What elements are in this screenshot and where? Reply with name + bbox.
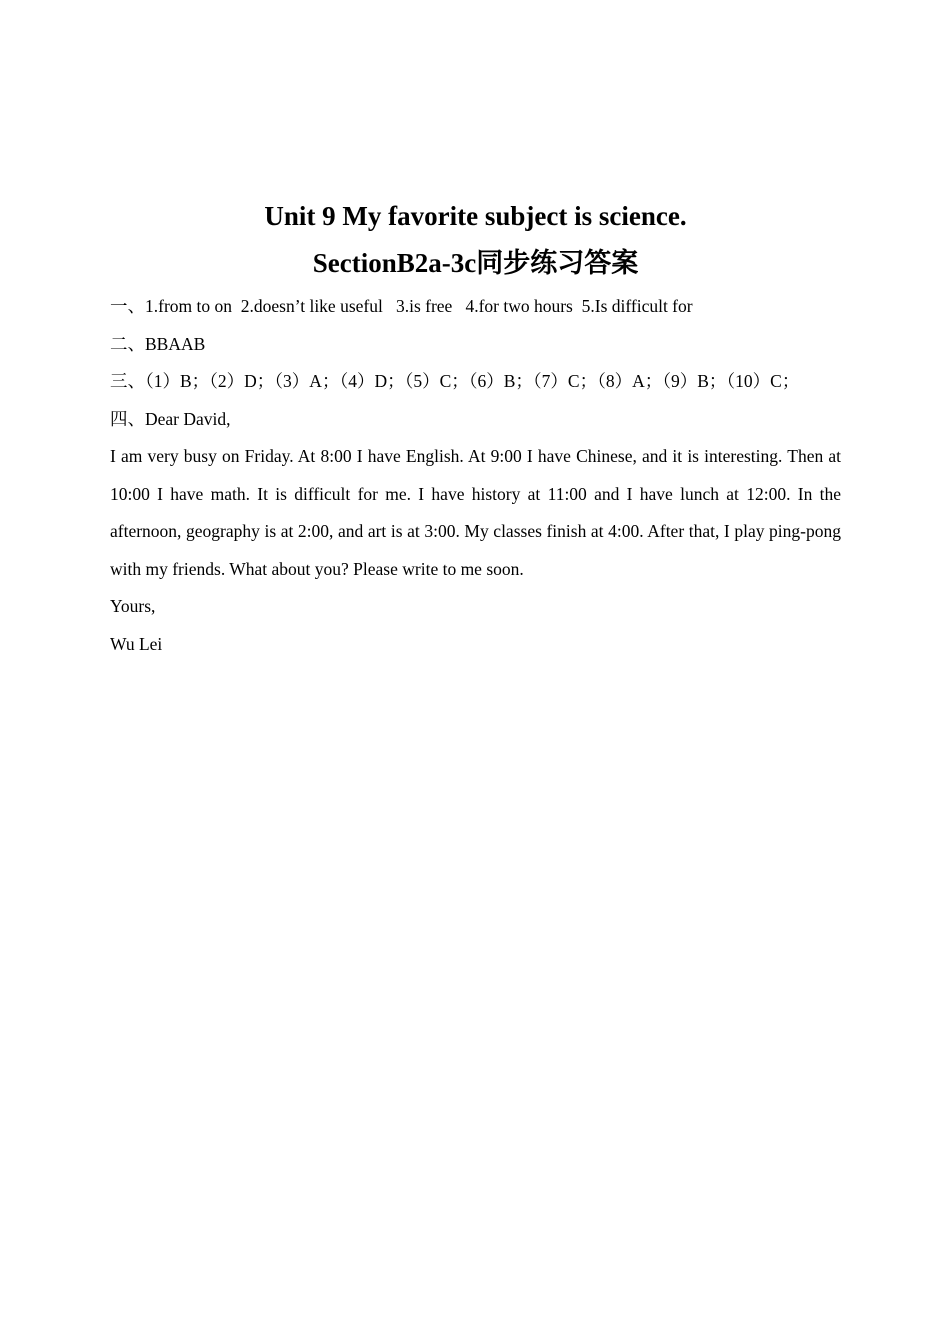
answer-key [110,288,841,663]
document-title: Unit 9 My favorite subject is science. [264,201,687,231]
answer-part-3: 三、（1）B；（2）D；（3）A；（4）D；（5）C；（6）B；（7）C；（8）A；（9）B；（10）C； [110,371,800,391]
letter-closing: Yours, [110,596,156,616]
letter-body: I am very busy on Friday. At 8:00 I have English. At 9:00 I have Chinese, and it is interesting. Then at 10:00 I have math. It is difficult for me. I have history at 11:00 and I have lunch at 12:00. In the afternoon, geography is at 2:00, and art is at 3:00. My classes finish at 4:00. After that, I play ping-pong with my friends. What about you? Please write to me soon. [110,446,841,579]
answer-part-2: 二、BBAAB [110,333,206,354]
document-subtitle: SectionB2a-3c同步练习答案 [312,248,639,278]
document-page [110,195,841,663]
letter-signature: Wu Lei [110,633,163,654]
answer-part-4-heading: 四、Dear David, [110,408,231,429]
answer-part-1: 一、1.from to on 2.doesn’t like useful 3.is free 4.for two hours 5.Is difficult for [110,296,693,316]
